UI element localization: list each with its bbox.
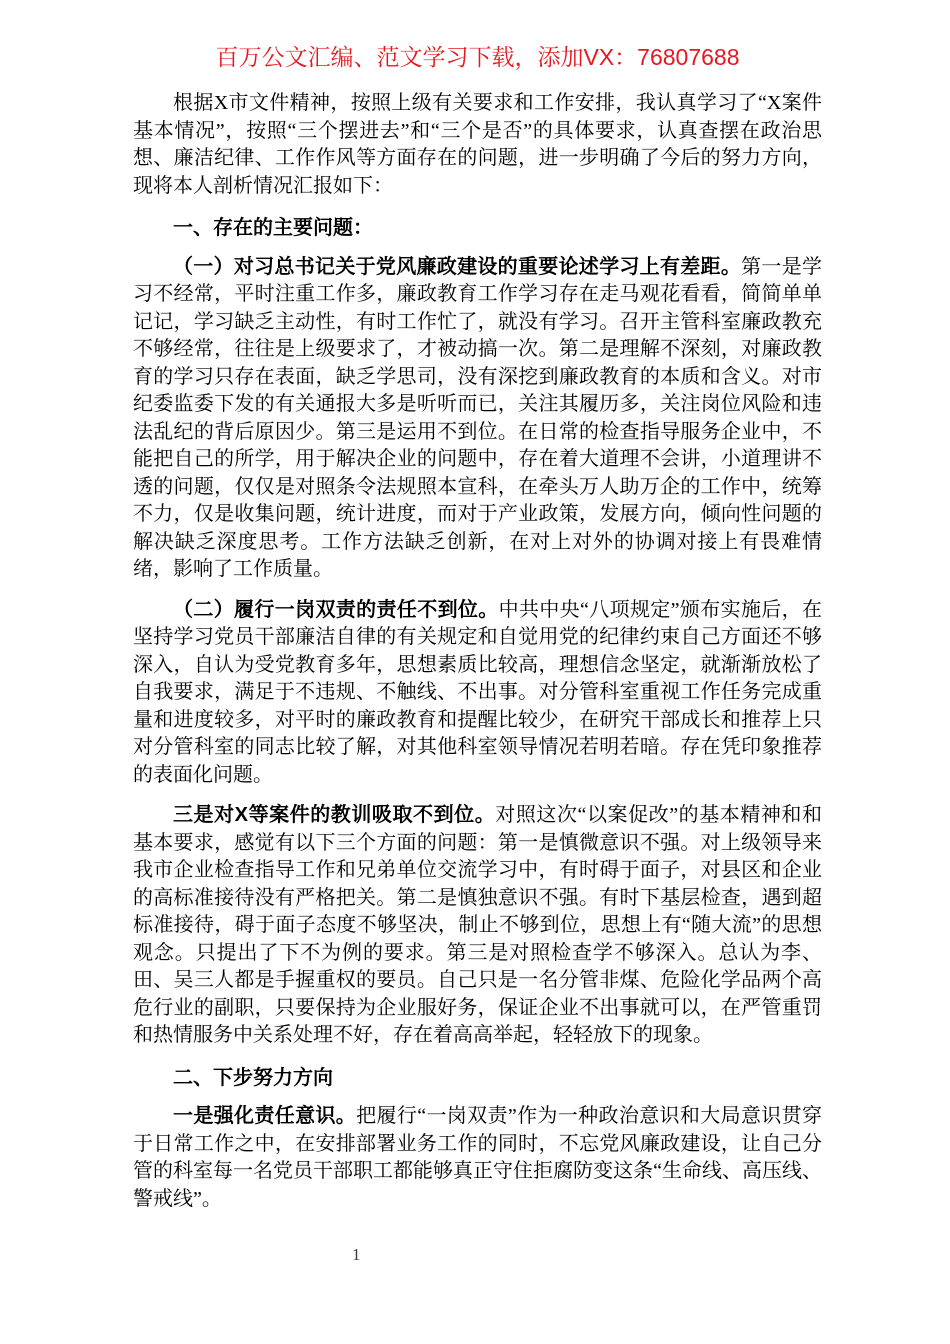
page-number: 1 bbox=[352, 1245, 361, 1264]
promo-header-text: 百万公文汇编、范文学习下载，添加VX：76807688 bbox=[215, 44, 740, 70]
paragraph-problem-2-body: 中共中央“八项规定”颁布实施后，在坚持学习党员干部廉洁自律的有关规定和自觉用党的纪律约束自己方面还不够深入，自认为受党教育多年，思想素质比较高，理想信念坚定，就渐渐放松了自我要求，满足于不违规、不触线、不出事。对分管科室重视工作任务完成重量和进度较多，对平时的廉政教育和提醒比较少，在研究干部成长和推荐上只对分管科室的同志比较了解，对其他科室领导情况若明若暗。存在凭印象推荐的表面化问题。 bbox=[133, 598, 822, 786]
paragraph-direction-1-body: 把履行“一岗双责”作为一种政治意识和大局意识贯穿于日常工作之中，在安排部署业务工作的同时，不忘党风廉政建设，让自己分管的科室每一名党员干部职工都能够真正守住拒腐防变这条“生命线、高压线、警戒线”。 bbox=[133, 1105, 823, 1210]
paragraph-direction-1 bbox=[133, 1103, 822, 1213]
paragraph-problem-3-lead: 三是对X等案件的教训吸取不到位。 bbox=[173, 804, 496, 826]
paragraph-problem-2-lead: （二）履行一岗双责的责任不到位。 bbox=[173, 598, 499, 621]
paragraph-problem-1-lead: （一）对习总书记关于党风廉政建设的重要论述学习上有差距。 bbox=[173, 255, 742, 278]
paragraph-direction-1-lead: 一是强化责任意识。 bbox=[173, 1105, 357, 1127]
paragraph-problem-1 bbox=[133, 254, 822, 584]
intro-paragraph: 根据X市文件精神，按照上级有关要求和工作安排，我认真学习了“X案件基本情况”，按照“三个摆进去”和“三个是否”的具体要求，认真查摆在政治思想、廉洁纪律、工作作风等方面存在的问题，进一步明确了今后的努力方向，现将本人剖析情况汇报如下： bbox=[133, 92, 822, 197]
section-title-main-problems: 一、存在的主要问题： bbox=[173, 217, 373, 239]
paragraph-problem-3 bbox=[133, 802, 822, 1050]
paragraph-problem-2 bbox=[133, 597, 822, 790]
paragraph-problem-3-body: 对照这次“以案促改”的基本精神和和基本要求，感觉有以下三个方面的问题：第一是慎微意识不强。对上级领导来我市企业检查指导工作和兄弟单位交流学习中，有时碍于面子，对县区和企业的高标准接待没有严格把关。第二是慎独意识不强。有时下基层检查，遇到超标准接待，碍于面子态度不够坚决，制止不够到位，思想上有“随大流”的思想观念。只提出了下不为例的要求。第三是对照检查学不够深入。总认为李、田、吴三人都是手握重权的要员。自己只是一名分管非煤、危险化学品两个高危行业的副职，只要保持为企业服好务，保证企业不出事就可以，在严管重罚和热情服务中关系处理不好，存在着高高举起，轻轻放下的现象。 bbox=[133, 804, 822, 1046]
section-title-future-direction: 二、下步努力方向 bbox=[173, 1066, 333, 1089]
paragraph-problem-1-body: 第一是学习不经常，平时注重工作多，廉政教育工作学习存在走马观花看看，简简单单记记，学习缺乏主动性，有时工作忙了，就没有学习。召开主管科室廉政教充不够经常，往往是上级要求了，才被动搞一次。第二是理解不深刻，对廉政教育的学习只存在表面，缺乏学思司，没有深挖到廉政教育的本质和含义。对市纪委监委下发的有关通报大多是听听而已，关注其履历多，关注岗位风险和违法乱纪的背后原因少。第三是运用不到位。在日常的检查指导服务企业中，不能把自己的所学，用于解决企业的问题中，存在着大道理不会讲，小道理讲不透的问题，仅仅是对照条令法规照本宣科，在牵头万人助万企的工作中，统筹不力，仅是收集问题，统计进度，而对于产业政策，发展方向，倾向性问题的解决缺乏深度思考。工作方法缺乏创新，在对上对外的协调对接上有畏难情绪，影响了工作质量。 bbox=[133, 255, 823, 580]
